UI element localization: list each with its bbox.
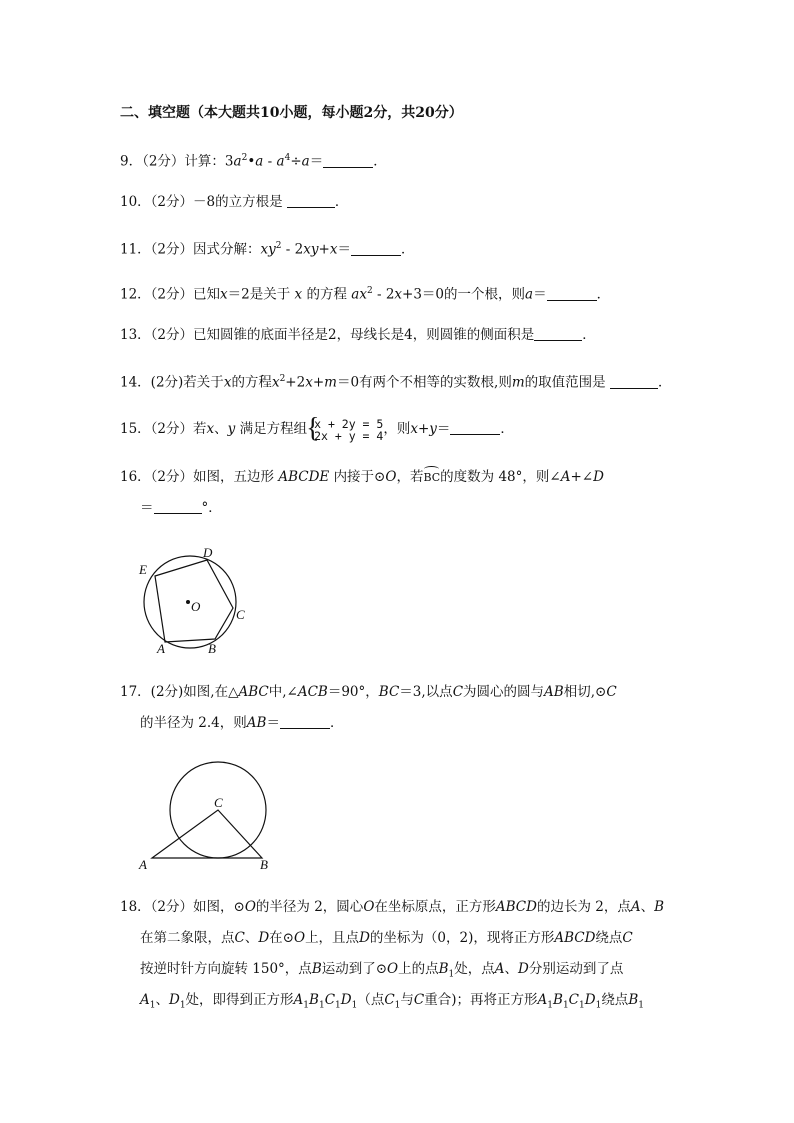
center-point: [186, 600, 190, 604]
question-18-line-3: 按逆时针方向旋转 150°，点B运动到了⊙O上的点$B_1$处，点A、D分别运动到了点: [140, 961, 624, 980]
answer-blank: [154, 499, 202, 514]
question-17: 17．(2分)如图,在△ABC中,∠ACB＝90°，BC＝3,以点C为圆心的圆与AB相切,⊙C: [120, 684, 617, 700]
question-18: 18．（2分）如图，⊙O的半径为 2，圆心O在坐标原点，正方形ABCD的边长为 2，点A、B: [120, 899, 665, 915]
answer-blank: [351, 241, 401, 256]
section-title: 二、填空题（本大题共10小题，每小题2分，共20分）: [120, 105, 463, 121]
label-o: O: [191, 599, 201, 614]
label-b: B: [208, 641, 216, 656]
question-17-line-2: 的半径为 2.4，则AB＝ ．: [140, 715, 344, 731]
question-16: 16．（2分）如图，五边形 ABCDE 内接于⊙O，若BC的度数为 48°，则∠A+∠D: [120, 469, 604, 485]
answer-blank: [287, 193, 335, 208]
question-11: 11．（2分）因式分解：$xy^2 - 2xy+x=$ ．: [120, 241, 415, 258]
label-a: A: [157, 641, 165, 656]
answer-blank: [547, 286, 597, 301]
figure-pentagon-in-circle: [135, 540, 255, 660]
equation-system: { x + 2y = 5 2x + y = 4: [306, 412, 384, 444]
question-14: 14．(2分)若关于x的方程$x^2+2x+m=0$有两个不相等的实数根,则m的取值范围是 ．: [120, 374, 672, 391]
question-9: 9．（2分）计算：$3a^2•a - a^4\div a=$ ．: [120, 153, 387, 170]
answer-blank: [610, 374, 658, 389]
answer-blank: [534, 326, 582, 341]
question-18-line-2: 在第二象限，点C、D在⊙O上，且点D的坐标为（0，2)，现将正方形ABCD绕点C: [140, 930, 633, 946]
label-a: A: [139, 857, 147, 872]
label-c: C: [236, 607, 245, 622]
question-18-line-4: $A_1$、$D_1$处，即得到正方形$A_1B_1C_1D_1$（点$C_1$与C重合)；再将正方形$A_1B_1C_1D_1$绕点$B_1$: [140, 992, 644, 1011]
figure-triangle-circle: [132, 755, 282, 875]
triangle-abc: [152, 810, 262, 858]
question-12: 12．（2分）已知x＝2是关于 x 的方程 $ax^2 - 2x+3=0$的一个根，则a＝ ．: [120, 286, 611, 303]
label-c: C: [214, 795, 223, 810]
label-d: D: [203, 545, 213, 560]
question-13: 13．（2分）已知圆锥的底面半径是2，母线长是4，则圆锥的侧面积是 ．: [120, 327, 596, 343]
question-10: 10．（2分）－8的立方根是 ．: [120, 194, 349, 210]
answer-blank: [323, 153, 373, 168]
label-e: E: [139, 562, 147, 577]
label-b: B: [260, 857, 268, 872]
arc-bc: BC: [423, 469, 440, 487]
question-16-line-2: ＝ °．: [140, 500, 222, 516]
question-15: 15．（2分）若x、y 满足方程组 { x + 2y = 5 2x + y = 4，则x+y＝ ．: [120, 412, 514, 444]
answer-blank: [450, 420, 500, 435]
answer-blank: [280, 714, 330, 729]
